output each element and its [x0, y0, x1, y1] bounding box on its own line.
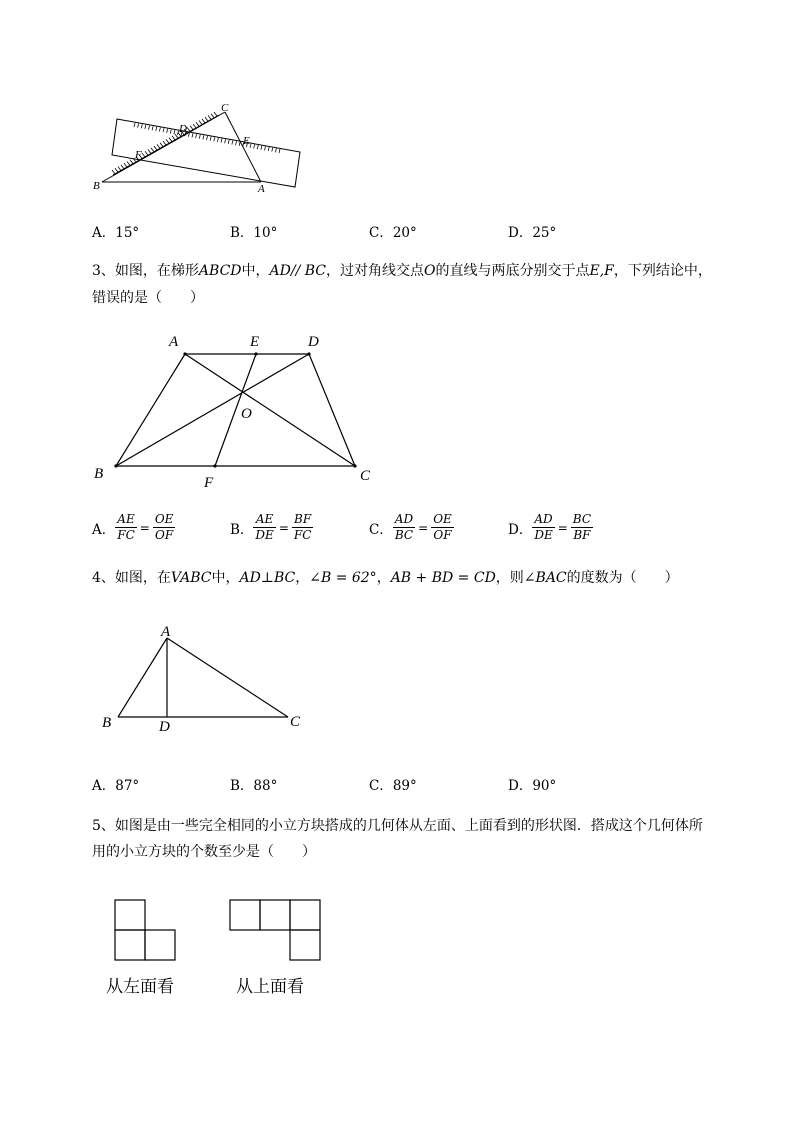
q2-label-A: A — [258, 183, 265, 195]
ruler-tick — [210, 137, 211, 141]
ruler-tick — [239, 142, 240, 146]
q3-label-A: A — [169, 334, 179, 350]
ruler-tick — [202, 119, 205, 123]
ruler-tick — [257, 145, 258, 149]
q5-top-view — [229, 899, 323, 963]
ruler-tick — [205, 117, 208, 121]
ruler-tick — [232, 141, 233, 145]
q3-stem-line1: 3、如图，在梯形ABCD中，AD// BC，过对角线交点O的直线与两底分别交于点E,F，下列结论中， — [92, 263, 712, 279]
q2-label-C: C — [221, 102, 229, 114]
q5-left-view-caption: 从左面看 — [106, 977, 174, 997]
ruler-tick — [154, 146, 157, 150]
ruler-tick — [203, 135, 204, 139]
ruler-tick — [156, 127, 157, 131]
ruler-tick — [211, 114, 214, 118]
ruler-tick — [272, 148, 273, 152]
ruler-tick — [193, 124, 196, 128]
ruler-tick — [214, 137, 215, 141]
ruler-tick — [118, 167, 121, 171]
ruler-tick — [217, 138, 218, 142]
ruler-tick — [148, 150, 151, 154]
q2-label-B: B — [93, 180, 100, 192]
ruler-tick — [199, 135, 200, 139]
q2-option-c[interactable]: C．20° — [369, 225, 417, 241]
ruler-tick — [174, 130, 175, 134]
ruler-tick — [163, 141, 166, 145]
q3-label-D: D — [308, 334, 319, 350]
ruler-tick — [127, 161, 130, 165]
ruler-tick — [261, 146, 262, 150]
q2-option-d[interactable]: D．25° — [508, 225, 557, 241]
ruler-tick — [166, 139, 169, 143]
ruler-tick — [225, 139, 226, 143]
ruler-tick — [196, 134, 197, 138]
q2-option-a[interactable]: A．15° — [92, 225, 140, 241]
q4-label-A: A — [161, 624, 171, 640]
q2-label-F: F — [135, 149, 142, 161]
q3-option-a[interactable]: A． $\frac{AE}{FC}$ = $\frac{OE}{OF}$ — [92, 512, 174, 542]
ruler-tick — [145, 125, 146, 129]
ruler-tick — [170, 130, 171, 134]
q3-label-B: B — [94, 466, 104, 482]
ruler-tick — [221, 139, 222, 143]
ruler-tick — [160, 143, 163, 147]
ruler-tick — [152, 126, 153, 130]
ruler-tick — [124, 163, 127, 167]
q4-option-c[interactable]: C．89° — [369, 778, 417, 794]
q5-top-view-caption: 从上面看 — [236, 977, 304, 997]
ruler-tick — [163, 128, 164, 132]
fraction: $\frac{BF}{FC}$ — [293, 512, 312, 542]
ruler-tick — [134, 123, 135, 127]
fraction: $\frac{BC}{BF}$ — [572, 512, 592, 542]
fraction: $\frac{OE}{OF}$ — [154, 512, 174, 542]
ruler-tick — [115, 168, 118, 172]
ruler-tick — [141, 124, 142, 128]
q3-label-E: E — [250, 334, 260, 350]
q4-stem: 4、如图，在VABC中，AD⊥BC，∠B = 62°，AB + BD = CD，则∠BAC的度数为（ ） — [92, 570, 679, 586]
q3-stem-line2: 错误的是（ ） — [92, 290, 204, 306]
q2-option-b[interactable]: B．10° — [230, 225, 278, 241]
q5-left-view — [114, 899, 178, 963]
ruler-tick — [196, 122, 199, 126]
ruler-tick — [112, 170, 115, 174]
fraction: $\frac{AE}{FC}$ — [117, 512, 135, 542]
fraction: $\frac{AD}{DE}$ — [534, 512, 553, 542]
ruler-tick — [275, 148, 276, 152]
q2-label-D: D — [179, 123, 187, 135]
q4-triangle-figure — [95, 620, 315, 740]
q2-label-E: E — [243, 135, 250, 147]
q3-option-c[interactable]: C． $\frac{AD}{BC}$ = $\frac{OE}{OF}$ — [369, 512, 452, 542]
ruler-tick — [250, 144, 251, 148]
ruler-tick — [187, 127, 190, 131]
ruler-tick — [214, 112, 217, 116]
ruler-tick — [149, 126, 150, 130]
ruler-tick — [157, 144, 160, 148]
q3-trapezoid-figure — [90, 330, 390, 495]
q4-label-B: B — [102, 715, 112, 731]
q4-option-a[interactable]: A．87° — [92, 778, 140, 794]
ruler-tick — [279, 149, 280, 153]
ruler-tick — [145, 151, 148, 155]
q2-figure — [85, 95, 315, 195]
ruler-tick — [207, 136, 208, 140]
q3-label-F: F — [204, 475, 214, 491]
q3-label-O: O — [241, 406, 252, 422]
q5-stem-line1: 5、如图是由一些完全相同的小立方块搭成的几何体从左面、上面看到的形状图．搭成这个几何体所 — [92, 818, 703, 834]
q5-stem-line2: 用的小立方块的个数至少是（ ） — [92, 844, 316, 860]
ruler-tick — [151, 148, 154, 152]
ruler-tick — [268, 147, 269, 151]
ruler-tick — [190, 126, 193, 130]
ruler-tick — [172, 136, 175, 140]
ruler-tick — [192, 133, 193, 137]
ruler-tick — [121, 165, 124, 169]
ruler-tick — [254, 144, 255, 148]
q3-option-d[interactable]: D． $\frac{AD}{DE}$ = $\frac{BC}{BF}$ — [508, 512, 592, 542]
ruler-tick — [169, 138, 172, 142]
ruler-tick — [265, 146, 266, 150]
ruler-tick — [138, 124, 139, 128]
q4-option-d[interactable]: D．90° — [508, 778, 557, 794]
q4-option-b[interactable]: B．88° — [230, 778, 278, 794]
fraction: $\frac{AE}{DE}$ — [255, 512, 274, 542]
ruler-tick — [188, 133, 189, 137]
ruler-tick — [228, 140, 229, 144]
q4-label-C: C — [290, 714, 301, 730]
ruler-tick — [130, 160, 133, 164]
q3-label-C: C — [360, 468, 371, 484]
ruler-tick — [236, 141, 237, 145]
ruler-tick — [167, 129, 168, 133]
q4-label-D: D — [159, 719, 170, 735]
ruler-tick — [208, 115, 211, 119]
fraction: $\frac{OE}{OF}$ — [433, 512, 452, 542]
fraction: $\frac{AD}{BC}$ — [394, 512, 414, 542]
q3-option-b[interactable]: B． $\frac{AE}{DE}$ = $\frac{BF}{FC}$ — [230, 512, 312, 542]
ruler-tick — [159, 128, 160, 132]
ruler-tick — [199, 121, 202, 125]
ruler-tick — [142, 153, 145, 157]
